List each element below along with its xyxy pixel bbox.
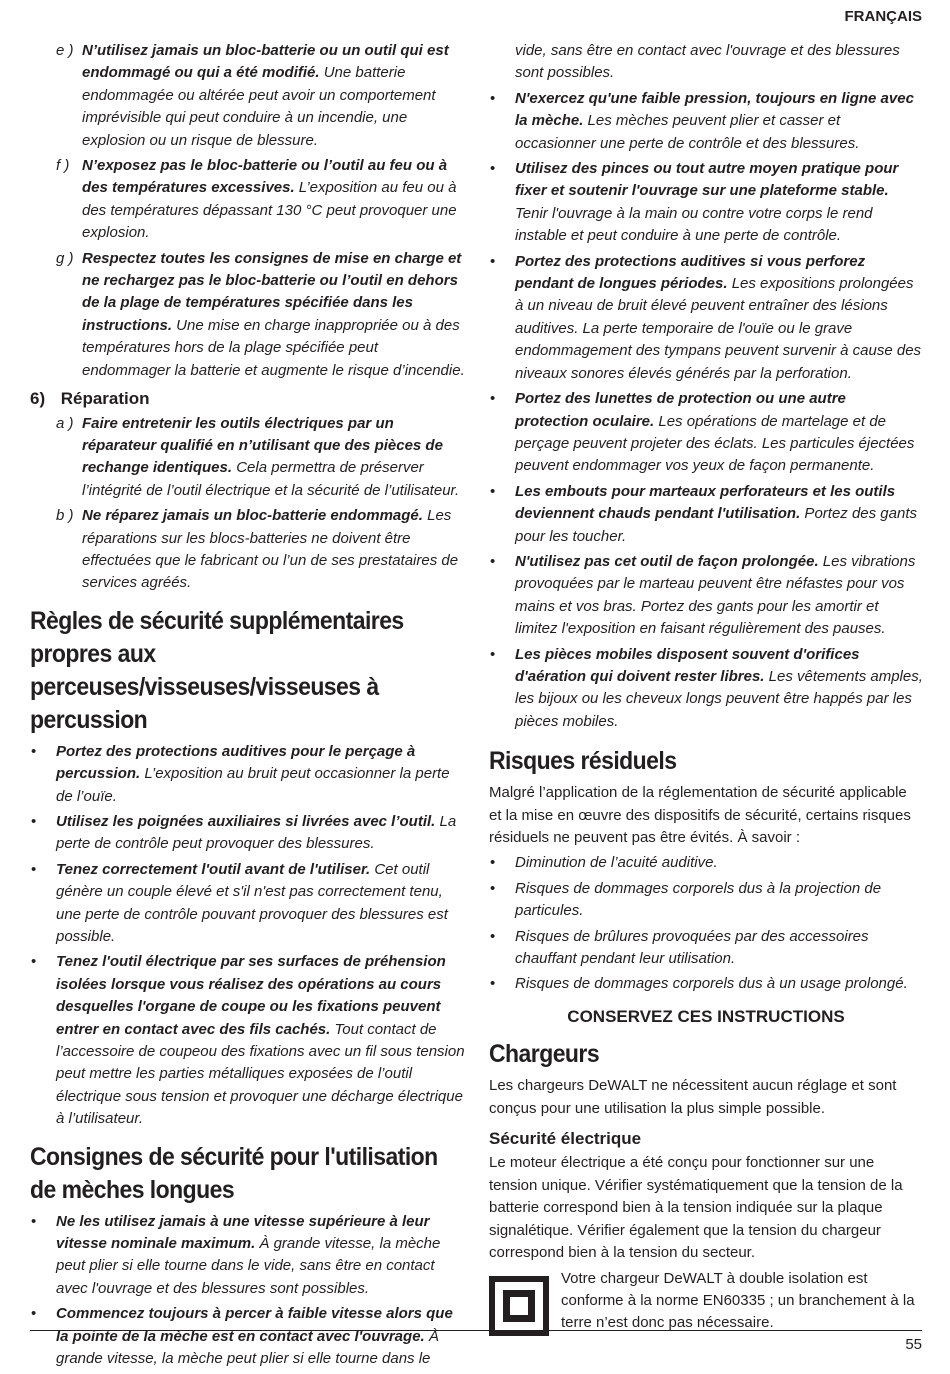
item-marker: b ): [56, 507, 74, 525]
risk-item: [489, 926, 923, 971]
bullet-text: Portez des gants pour les toucher.: [515, 505, 917, 545]
risk-text: Risques de dommages corporels dus à la projection de particules.: [515, 879, 882, 920]
bullet-bold: Tenez l'outil électrique par ses surfaces de préhension isolées lorsque vous réalisez des opérations au cours desquelles l'organe de coupe ou les fixations peuvent entrer en contact avec des fils cachés.: [56, 953, 446, 1038]
electrical-safety-heading: Sécurité électrique: [489, 1129, 642, 1149]
battery-items: [30, 40, 466, 382]
item-bold: N’exposez pas le bloc-batterie ou l’outil au feu ou à des températures excessives.: [82, 157, 448, 197]
bullet-text: Les mèches peuvent plier et casser et occasionner une perte de contrôle et des blessures.: [515, 112, 860, 152]
bullet-item: [489, 551, 923, 641]
bullet-text: Tenir l'ouvrage à la main ou contre votre corps le rend instable et peut conduire à une perte de contrôle.: [515, 204, 873, 245]
item-marker: e ): [56, 42, 74, 59]
bullet-bold: Portez des protections auditives pour le perçage à percussion.: [56, 742, 416, 783]
right-column: [489, 40, 923, 1335]
bullet-icon: •: [490, 975, 496, 993]
section-number: 6): [30, 389, 46, 409]
bullet-bold: Commencez toujours à percer à faible vitesse alors que la pointe de la mèche est en contact avec l'ouvrage.: [56, 1305, 453, 1345]
bullet-bold: Les embouts pour marteaux perforateurs et les outils deviennent chauds pendant l'utilisation.: [515, 482, 896, 523]
bullet-item: [30, 811, 466, 856]
bullet-bold: Tenez correctement l'outil avant de l'utiliser.: [56, 860, 371, 878]
risk-text: Diminution de l’acuité auditive.: [515, 854, 718, 872]
bullet-icon: •: [31, 1305, 37, 1323]
bullet-icon: •: [490, 482, 496, 500]
item-text: L’exposition au feu ou à des températures dépassant 130 °C peut provoquer une explosion.: [82, 179, 457, 242]
bullet-bold: Utilisez les poignées auxiliaires si livrées avec l’outil.: [56, 812, 436, 830]
bullet-item: [489, 158, 923, 248]
keep-instructions: CONSERVEZ CES INSTRUCTIONS: [567, 1006, 845, 1026]
bullet-item: [30, 1211, 466, 1301]
residual-risks-intro: Malgré l’application de la réglementation de sécurité applicable et la mise en œuvre des dispositifs de sécurité, certains risques résiduels ne peuvent pas être évités. À savoir :: [489, 784, 911, 846]
bullet-item: [489, 481, 923, 548]
residual-risks-heading: Risques résiduels: [489, 747, 677, 776]
rules-heading: Règles de sécurité supplémentaires propres aux perceuses/visseuses/visseuses à percussion: [30, 606, 404, 734]
risk-item: [489, 973, 923, 995]
section-title: Réparation: [60, 389, 150, 409]
bullet-text: Les vêtements amples, les bijoux ou les cheveux longs peuvent être happés par les pièces mobiles.: [515, 667, 923, 730]
risk-item: [489, 852, 923, 874]
risk-text: Risques de dommages corporels dus à un usage prolongé.: [515, 975, 908, 993]
bullet-bold: N'utilisez pas cet outil de façon prolongée.: [515, 552, 819, 570]
item-bold: Ne réparez jamais un bloc-batterie endommagé.: [82, 507, 423, 525]
bullet-item: [30, 741, 466, 808]
risk-item: [489, 878, 923, 923]
long-bits-bullets: [30, 1211, 466, 1371]
bullet-text: L’exposition au bruit peut occasionner la perte de l’ouïe.: [56, 765, 450, 805]
residual-risks-list: [489, 852, 923, 995]
bullet-icon: •: [31, 742, 37, 760]
bullet-item: [30, 1303, 466, 1370]
item-text: Cela permettra de préserver l’intégrité de l’outil électrique et la sécurité de l’utilisateur.: [82, 459, 460, 499]
bullet-icon: •: [490, 645, 496, 663]
bullet-bold: Ne les utilisez jamais à une vitesse supérieure à leur vitesse nominale maximum.: [56, 1212, 430, 1253]
bullet-text: Tout contact de l’accessoire de coupeou des fixations avec un fil sous tension peut mettre les parties métalliques exposées de l’outil électrique sous tension et provoquer une décharge électrique à l’utilisateur.: [56, 1020, 465, 1128]
left-column: [30, 40, 466, 1374]
language-label: FRANÇAIS: [844, 8, 922, 25]
bullet-icon: •: [490, 879, 496, 897]
bullet-icon: •: [490, 854, 496, 872]
bullet-icon: •: [31, 860, 37, 878]
bullet-icon: •: [31, 812, 37, 830]
bullet-text: Cet outil génère un couple élevé et s'il n'est pas correctement tenu, une perte de contrôle pouvant provoquer des blessures est possible.: [56, 860, 448, 945]
item-marker: g ): [56, 249, 74, 267]
page-number: 55: [905, 1336, 922, 1353]
bullet-text: Les opérations de martelage et de perçage peuvent projeter des éclats. Les particules éjectées peuvent endommager vos yeux de façon permanente.: [515, 412, 915, 475]
bullet-icon: •: [490, 552, 496, 570]
bullet-item: [489, 388, 923, 478]
bullet-bold: Les pièces mobiles disposent souvent d'orifices d'aération qui doivent rester libres.: [515, 645, 860, 685]
bullet-bold: Portez des protections auditives si vous perforez pendant de longues périodes.: [515, 252, 866, 293]
bullet-icon: •: [490, 390, 496, 408]
footer-rule: [30, 1330, 922, 1331]
bullet-item: [30, 951, 466, 1130]
item-text: Les réparations sur les blocs-batteries ne doivent être effectuées que le fabricant ou l’un de ses prestataires de services agréés.: [82, 507, 459, 592]
bullet-icon: •: [490, 160, 496, 178]
bullet-icon: •: [490, 89, 496, 107]
list-item: [30, 505, 466, 595]
item-bold: Respectez toutes les consignes de mise en charge et ne rechargez pas le bloc-batterie ou l’outil en dehors de la plage de températures spécifiée dans les instructions.: [82, 249, 462, 334]
double-insulation-icon: [489, 1276, 549, 1336]
chargers-text: Les chargeurs DeWALT ne nécessitent aucun réglage et sont conçus pour une utilisation la plus simple possible.: [489, 1077, 897, 1117]
section-6-heading: [30, 388, 466, 410]
bullet-text: À grande vitesse, la mèche peut plier si elle tourne dans le: [56, 1327, 439, 1368]
chargers-heading: Chargeurs: [489, 1040, 600, 1069]
bullet-text: Les expositions prolongées à un niveau de bruit élevé peuvent entraîner des lésions auditives. La perte temporaire de l'ouïe ou le grave endommagement des tympans peuvent survenir à cause des niveaux sonores élevés générés par la perforation.: [515, 275, 922, 382]
rules-bullets: [30, 741, 466, 1131]
item-text: Une mise en charge inappropriée ou à des températures hors de la plage spécifiée peut endommager la batterie et augmente le risque d’incendie.: [82, 316, 465, 379]
list-item: [30, 155, 466, 245]
item-bold: N’utilisez jamais un bloc-batterie ou un outil qui est endommagé ou qui a été modifié.: [82, 42, 449, 82]
electrical-safety-text: Le moteur électrique a été conçu pour fonctionner sur une tension unique. Vérifier systématiquement que la tension de la batterie correspond bien à la tension indiquée sur la plaque signalétique. Vérifier également que la tension du chargeur correspond bien à la tension du secteur.: [489, 1154, 903, 1262]
bullet-bold: N'exercez qu'une faible pression, toujours en ligne avec la mèche.: [515, 89, 914, 130]
item-marker: a ): [56, 414, 74, 432]
list-item: [30, 413, 466, 503]
bullet-text: Les vibrations provoquées par le marteau peuvent être néfastes pour vos mains et vos bras. Portez des gants pour les amortir et limitez l'exposition en faisant régulièrement des pauses.: [515, 552, 916, 638]
repair-items: [30, 413, 466, 595]
bullet-bold: Utilisez des pinces ou tout autre moyen pratique pour fixer et soutenir l'ouvrage sur une plateforme stable.: [515, 160, 899, 200]
risk-text: Risques de brûlures provoquées par des accessoires chauffant pendant leur utilisation.: [515, 927, 869, 968]
bullet-text: À grande vitesse, la mèche peut plier si elle tourne dans le vide, sans être en contact avec l'ouvrage et des blessures sont possibles.: [56, 1235, 441, 1297]
list-item: [30, 248, 466, 382]
bits-bullets-continued: [489, 88, 923, 733]
bullet-item: [489, 88, 923, 155]
list-item: [30, 40, 466, 152]
bullet-bold: Portez des lunettes de protection ou une autre protection oculaire.: [515, 390, 846, 430]
bullet-icon: •: [31, 1212, 37, 1230]
item-bold: Faire entretenir les outils électriques par un réparateur qualifié en n’utilisant que des pièces de rechange identiques.: [82, 414, 443, 477]
bullet-item: [489, 644, 923, 734]
bullet-item: [30, 859, 466, 949]
bullet-icon: •: [490, 252, 496, 270]
bullet-icon: •: [31, 953, 37, 971]
item-marker: f ): [56, 157, 70, 175]
item-text: Une batterie endommagée ou altérée peut avoir un comportement imprévisible qui peut conduire à un incendie, une explosion ou un risque de blessure.: [82, 64, 436, 149]
long-bits-heading: Consignes de sécurité pour l'utilisation de mèches longues: [30, 1142, 438, 1204]
bullet-icon: •: [490, 927, 496, 945]
bullet-text: La perte de contrôle peut provoquer des blessures.: [56, 812, 457, 853]
bullet-item: [489, 251, 923, 385]
double-insulation-text: Votre chargeur DeWALT à double isolation est conforme à la norme EN60335 ; un branchement à la terre n’est donc pas nécessaire.: [561, 1269, 915, 1332]
continuation-text: vide, sans être en contact avec l'ouvrage et des blessures sont possibles.: [515, 42, 900, 82]
double-insulation-row: [489, 1268, 923, 1335]
